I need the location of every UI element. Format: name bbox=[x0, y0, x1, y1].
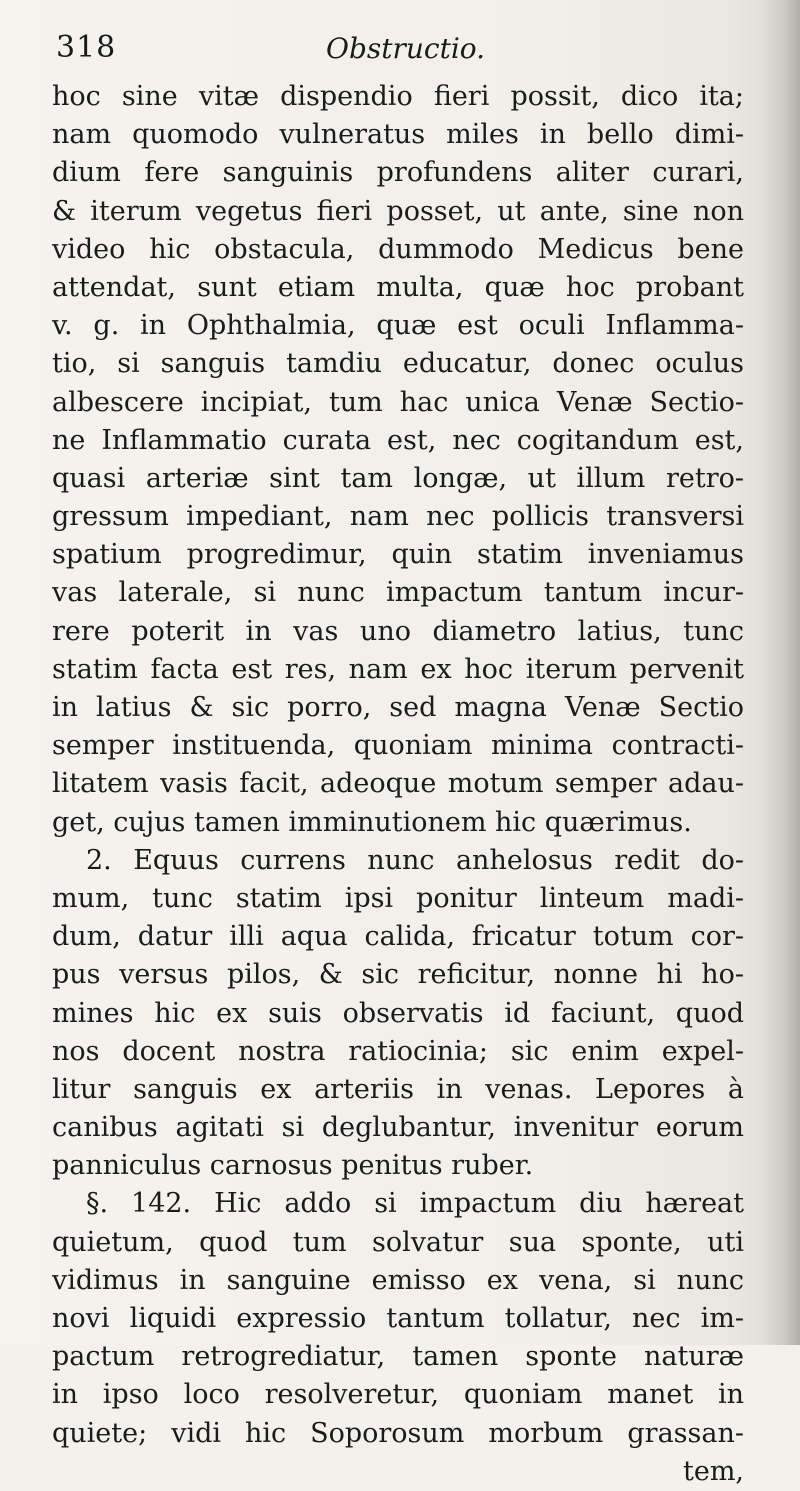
text-line: litur sanguis ex arteriis in venas. Lepores à bbox=[52, 1073, 744, 1105]
text-line: semper instituenda, quoniam minima contracti- bbox=[52, 730, 744, 762]
text-line: statim facta est res, nam ex hoc iterum pervenit bbox=[52, 653, 744, 685]
text-line: vas laterale, si nunc impactum tantum incur- bbox=[52, 577, 744, 609]
text-line: quiete; vidi hic Soporosum morbum grassan- bbox=[52, 1417, 744, 1449]
page-number: 318 bbox=[56, 30, 117, 65]
text-line: gressum impediant, nam nec pollicis transversi bbox=[52, 501, 744, 533]
text-line: attendat, sunt etiam multa, quæ hoc probant bbox=[52, 271, 744, 303]
catchword: tem, bbox=[682, 1455, 744, 1487]
text-line: pus versus pilos, & sic reficitur, nonne hi ho- bbox=[52, 959, 744, 991]
text-line: & iterum vegetus fieri posset, ut ante, sine non bbox=[52, 195, 744, 227]
text-line: panniculus carnosus penitus ruber. bbox=[52, 1150, 534, 1182]
body-text bbox=[52, 78, 744, 1491]
text-line: spatium progredimur, quin statim inveniamus bbox=[52, 539, 744, 571]
text-line: novi liquidi expressio tantum tollatur, nec im- bbox=[52, 1303, 744, 1334]
text-line: mines hic ex suis observatis id faciunt, quod bbox=[52, 997, 744, 1029]
text-line: in latius & sic porro, sed magna Venæ Sectio bbox=[52, 692, 744, 723]
text-line: vidimus in sanguine emisso ex vena, si nunc bbox=[52, 1264, 744, 1296]
running-head: Obstructio. bbox=[326, 32, 486, 65]
text-line: quietum, quod tum solvatur sua sponte, uti bbox=[52, 1226, 744, 1258]
text-line: v. g. in Ophthalmia, quæ est oculi Inflamma- bbox=[52, 310, 744, 342]
text-line: canibus agitati si deglubantur, invenitur eorum bbox=[52, 1112, 744, 1144]
text-line: nam quomodo vulneratus miles in bello dimi- bbox=[52, 119, 744, 151]
text-line: dium fere sanguinis profundens aliter curari, bbox=[52, 157, 744, 189]
text-line: pactum retrogrediatur, tamen sponte naturæ bbox=[52, 1341, 744, 1373]
text-line: rere poterit in vas uno diametro latius, tunc bbox=[52, 615, 744, 647]
text-line: mum, tunc statim ipsi ponitur linteum madi- bbox=[52, 882, 744, 914]
text-line: quasi arteriæ sint tam longæ, ut illum retro- bbox=[52, 462, 744, 494]
text-line: get, cujus tamen imminutionem hic quærimus. bbox=[52, 806, 692, 838]
section-start-line: §. 142. Hic addo si impactum diu hæreat bbox=[86, 1188, 744, 1220]
text-line: in ipso loco resolveretur, quoniam manet in bbox=[52, 1379, 744, 1411]
text-line: albescere incipiat, tum hac unica Venæ Sectio- bbox=[52, 386, 744, 418]
text-line: dum, datur illi aqua calida, fricatur totum cor- bbox=[52, 921, 744, 953]
text-line: video hic obstacula, dummodo Medicus bene bbox=[52, 233, 744, 265]
text-line: tio, si sanguis tamdiu educatur, donec oculus bbox=[52, 348, 744, 380]
paragraph-start-line: 2. Equus currens nunc anhelosus redit do- bbox=[86, 844, 744, 876]
text-line: litatem vasis facit, adeoque motum semper adau- bbox=[52, 768, 744, 800]
page-header bbox=[56, 30, 746, 74]
text-line: nos docent nostra ratiocinia; sic enim expel- bbox=[52, 1035, 744, 1067]
text-line: ne Inflammatio curata est, nec cogitandum est, bbox=[52, 424, 744, 456]
text-line: hoc sine vitæ dispendio fieri possit, dico ita; bbox=[52, 81, 744, 112]
